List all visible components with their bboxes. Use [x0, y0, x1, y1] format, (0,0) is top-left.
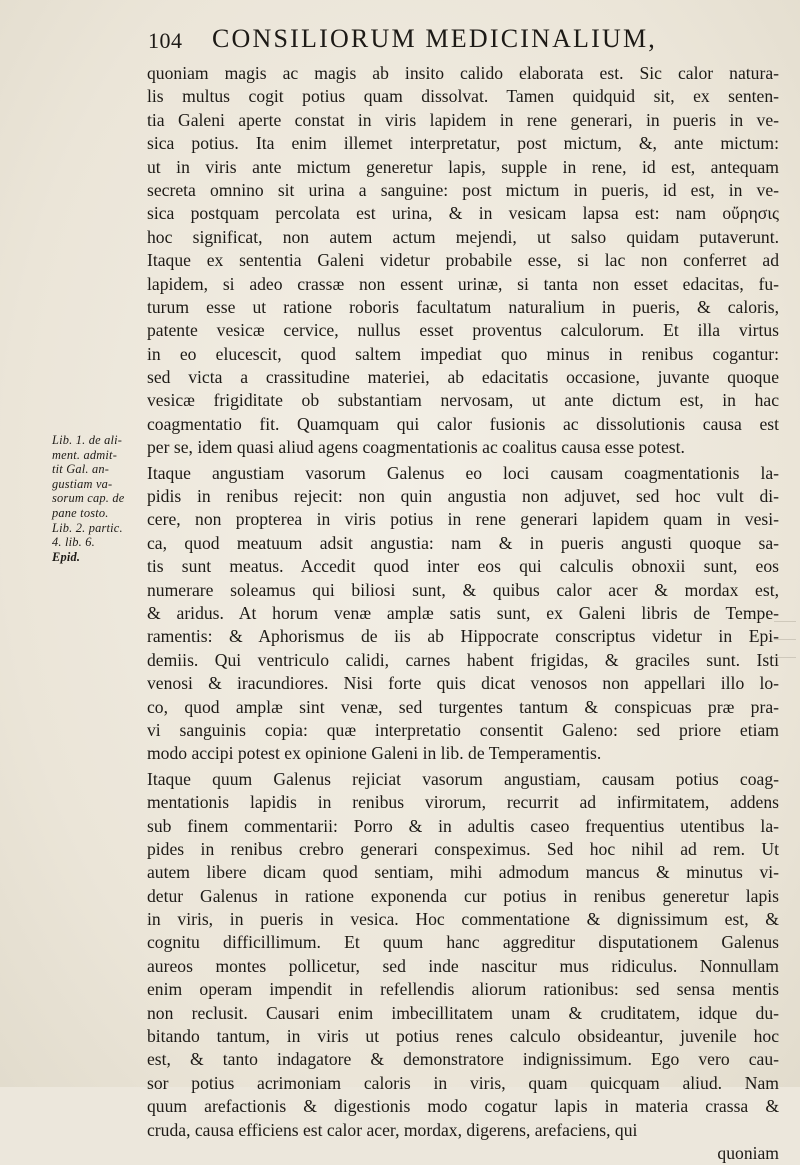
- text-line: cruda, causa efficiens est calor acer, mordax, digerens, arefaciens, qui: [147, 1119, 638, 1140]
- text-line: cere, non propterea in viris potius in rene generari lapidem quam in vesi-: [147, 509, 779, 530]
- text-line: pidis in renibus rejecit: non quin angustia non adjuvet, sed hoc vult di-: [147, 486, 779, 507]
- text-line: non reclusit. Causari enim imbecillitatem unam & cruditatem, idque du-: [147, 1002, 779, 1023]
- text-line: & aridus. At horum venæ amplæ satis sunt, ex Galeni libris de Tempe-: [147, 602, 779, 623]
- margin-note-line: 4. lib. 6.: [52, 535, 95, 550]
- text-line: patente vesicæ cervice, nullus esset proventus calculorum. Et illa virtus: [147, 320, 779, 341]
- margin-note-line: sorum cap. de: [52, 491, 125, 506]
- text-line: Itaque quum Galenus rejiciat vasorum angustiam, causam potius coag-: [147, 768, 779, 789]
- text-line: sed victa a crassitudine materiei, ab edacitatis occasione, juvante quoque: [147, 367, 779, 388]
- text-line: mentationis lapidis in renibus virorum, recurrit ad infirmitatem, addens: [147, 792, 779, 813]
- text-line: hoc significat, non autem actum mejendi, ut salso quidam putaverunt.: [147, 226, 779, 247]
- margin-note-line: Epid.: [52, 549, 81, 564]
- text-line: cognitu difficillimum. Et quum hanc aggreditur disputationem Galenus: [147, 932, 779, 953]
- margin-note-line: ment. admit-: [52, 447, 118, 462]
- text-line: quum arefactionis & digestionis modo cogatur lapis in materia crassa &: [147, 1096, 779, 1117]
- text-line: detur Galenus in ratione exponenda cur potius in renibus generetur lapis: [147, 885, 779, 906]
- text-line: sor potius acrimoniam caloris in viris, quam quicquam aliud. Nam: [147, 1072, 779, 1093]
- text-line: demiis. Qui ventriculo calidi, carnes habent frigidas, & graciles sunt. Isti: [147, 649, 779, 670]
- text-line: modo accipi potest ex opinione Galeni in lib. de Temperamentis.: [147, 743, 602, 764]
- text-line: coagmentatio fit. Quamquam qui calor fusionis ac dissolutionis causa est: [147, 413, 779, 434]
- text-line: per se, idem quasi aliud agens coagmentationis ac coalitus causa esse potest.: [147, 437, 685, 458]
- text-line: ramentis: & Aphorismus de iis ab Hippocrate conscriptus videtur in Epi-: [147, 626, 779, 647]
- text-line: sica potius. Ita enim illemet interpretatur, post mictum, &, ante mictum:: [147, 133, 779, 154]
- text-line: venosi & iracundiores. Nisi forte quis dicat venosos non appellari illo lo-: [147, 673, 779, 694]
- text-line: vi sanguinis copia: quæ interpretatio consentit Galeno: sed priore etiam: [147, 719, 779, 740]
- text-line: turum esse ut ratione roboris facultatum naturalium in pueris, & caloris,: [147, 296, 779, 317]
- text-line: in eo elucescit, quod saltem impediat quo minus in renibus cogantur:: [147, 343, 779, 364]
- text-line: in viris, in pueris in vesica. Hoc commentatione & dignissimum est, &: [147, 909, 779, 930]
- text-line: secreta omnino sit urina a sanguine: post mictum in pueris, id est, in ve-: [147, 179, 779, 200]
- text-line: vesicæ frigiditate ob substantiam nervosam, ut ante dictum est, in hac: [147, 390, 779, 411]
- text-line: Itaque ex sententia Galeni videtur probabile esse, si lac non conferret ad: [147, 250, 779, 271]
- text-line: lis multus cogit potius quam dissolvat. Tamen quidquid sit, ex senten-: [147, 86, 779, 107]
- text-line: autem libere dicam quod sentiam, mihi admodum mancus & minutus vi-: [147, 862, 779, 883]
- text-line: quoniam magis ac magis ab insito calido elaborata est. Sic calor natura-: [147, 63, 779, 83]
- margin-note-line: gustiam va-: [52, 476, 113, 491]
- text-line: sica postquam percolata est urina, & in vesicam lapsa est: nam οὔρησις: [147, 203, 779, 224]
- text-line: sub finem commentarii: Porro & in adultis caseo frequentius utentibus la-: [147, 815, 779, 836]
- text-line: ut in viris ante mictum generetur lapis, supple in rene, id est, antequam: [147, 156, 779, 177]
- margin-note-line: tit Gal. an-: [52, 462, 110, 477]
- body-text: [147, 62, 779, 1165]
- text-line: pides in renibus crebro generari conspeximus. Sed hoc nihil ad rem. Ut: [147, 838, 779, 859]
- text-line: numerare soleamus qui biliosi sunt, & quibus calor acer & mordax est,: [147, 579, 779, 600]
- text-line: tia Galeni aperte constat in viris lapidem in rene generari, in pueris in ve-: [147, 109, 779, 130]
- text-line: quoniam: [717, 1142, 779, 1163]
- margin-note-line: pane tosto.: [52, 505, 109, 520]
- text-line: tis sunt meatus. Accedit quod inter eos qui calculis obnoxii sunt, eos: [147, 556, 779, 577]
- text-line: ca, quod meatuum adsit angustia: nam & in pueris angusti quoque sa-: [147, 532, 779, 553]
- margin-note-line: Lib. 1. de ali-: [52, 433, 123, 447]
- text-line: enim operam impendit in refellendis aliorum rationibus: sed sensa mentis: [147, 979, 779, 1000]
- margin-note-line: Lib. 2. partic.: [52, 520, 123, 535]
- text-line: Itaque angustiam vasorum Galenus eo loci causam coagmentationis la-: [147, 462, 779, 483]
- text-line: lapidem, si adeo crassæ non essent urinæ, si tanta non esset edacitas, fu-: [147, 273, 779, 294]
- text-line: est, & tanto indagatore & demonstratore indignissimum. Ego vero cau-: [147, 1049, 779, 1070]
- running-title: CONSILIORUM MEDICINALIUM,: [212, 24, 657, 53]
- text-line: co, quod amplæ sint venæ, sed turgentes tantum & conspicuas præ pra-: [147, 696, 779, 717]
- text-line: aureos montes pollicetur, sed inde nascitur mus ridiculus. Nonnullam: [147, 955, 779, 976]
- page-number: 104: [148, 28, 183, 53]
- margin-note: [52, 433, 144, 564]
- page-header: [148, 24, 788, 58]
- text-line: bitando tantum, in viris ut potius renes calculo obsideantur, juvenile hoc: [147, 1026, 779, 1047]
